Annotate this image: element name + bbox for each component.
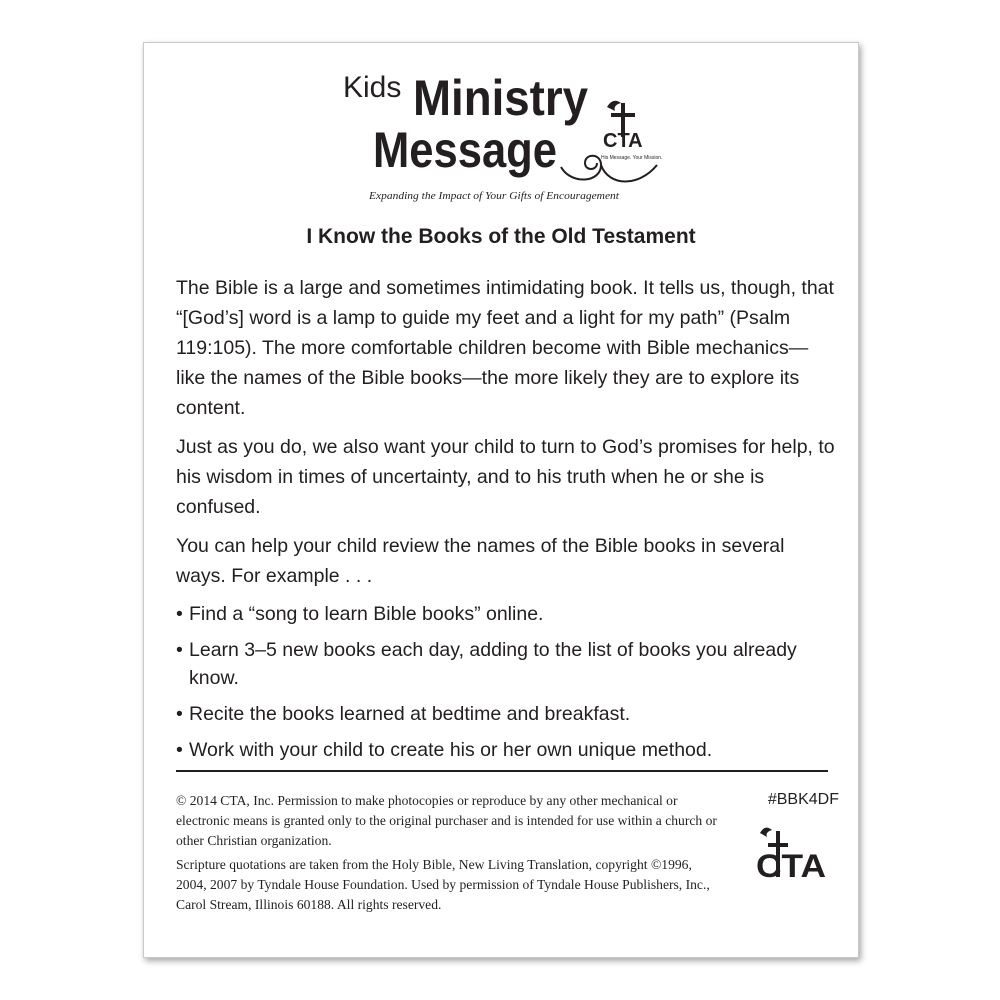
scripture-notice: Scripture quotations are taken from the Holy Bible, New Living Translation, copyright ©1996, 2004, 2007 by Tyndale House Foundation. Used by permission of Tyndale House Publishers, Inc., Carol Stream, Illinois 60188. All rights reserved. [176,857,710,912]
list-item [176,736,836,764]
logo-ministry-text: Ministry [413,70,589,126]
review-paragraph: You can help your child review the names of the Bible books in several ways. For example . . . [176,535,785,587]
logo-cta-mark: CTA [603,130,643,152]
dove-icon [760,828,772,837]
footer-divider [176,770,828,772]
handout-page [143,42,859,958]
product-code: #BBK4DF [767,791,839,808]
logo-cta-tagline: His Message. Your Mission. [601,155,663,161]
list-item-text: Recite the books learned at bedtime and breakfast. [189,703,631,725]
kids-ministry-message-logo [339,57,669,207]
body-content [176,273,836,772]
page-title: I Know the Books of the Old Testament [306,225,696,248]
list-item-text: Find a “song to learn Bible books” online. [189,603,544,625]
list-item-text: Learn 3–5 new books each day, adding to the list of books you already know. [189,639,797,689]
cta-footer-logo [756,823,828,881]
bullet-marker: • [176,603,183,625]
intro-paragraph: The Bible is a large and sometimes intimidating book. It tells us, though, that “[God’s] word is a lamp to guide my feet and a light for my path” (Psalm 119:105). The more comfortable children become with Bible mechanics—like the names of the Bible books—the more likely they are to explore its content. [176,277,834,419]
dove-icon [607,101,621,111]
logo-message-text: Message [373,122,557,178]
tips-list [176,600,836,764]
bullet-marker: • [176,703,183,725]
list-item [176,600,836,628]
bullet-marker: • [176,639,183,661]
logo-tagline: Expanding the Impact of Your Gifts of Encouragement [367,191,621,202]
list-item [176,636,836,692]
logo-kids-text: Kids [343,71,402,104]
list-item [176,700,836,728]
cta-mark-text: CTA [756,848,826,881]
copyright-notice: © 2014 CTA, Inc. Permission to make photocopies or reproduce by any other mechanical or electronic means is granted only to the original purchaser and is intended for use within a church or other Christian organization. [176,793,717,848]
list-item-text: Work with your child to create his or her own unique method. [189,739,713,761]
bullet-marker: • [176,739,183,761]
promise-paragraph: Just as you do, we also want your child to turn to God’s promises for help, to his wisdom in times of uncertainty, and to his truth when he or she is confused. [176,436,835,518]
